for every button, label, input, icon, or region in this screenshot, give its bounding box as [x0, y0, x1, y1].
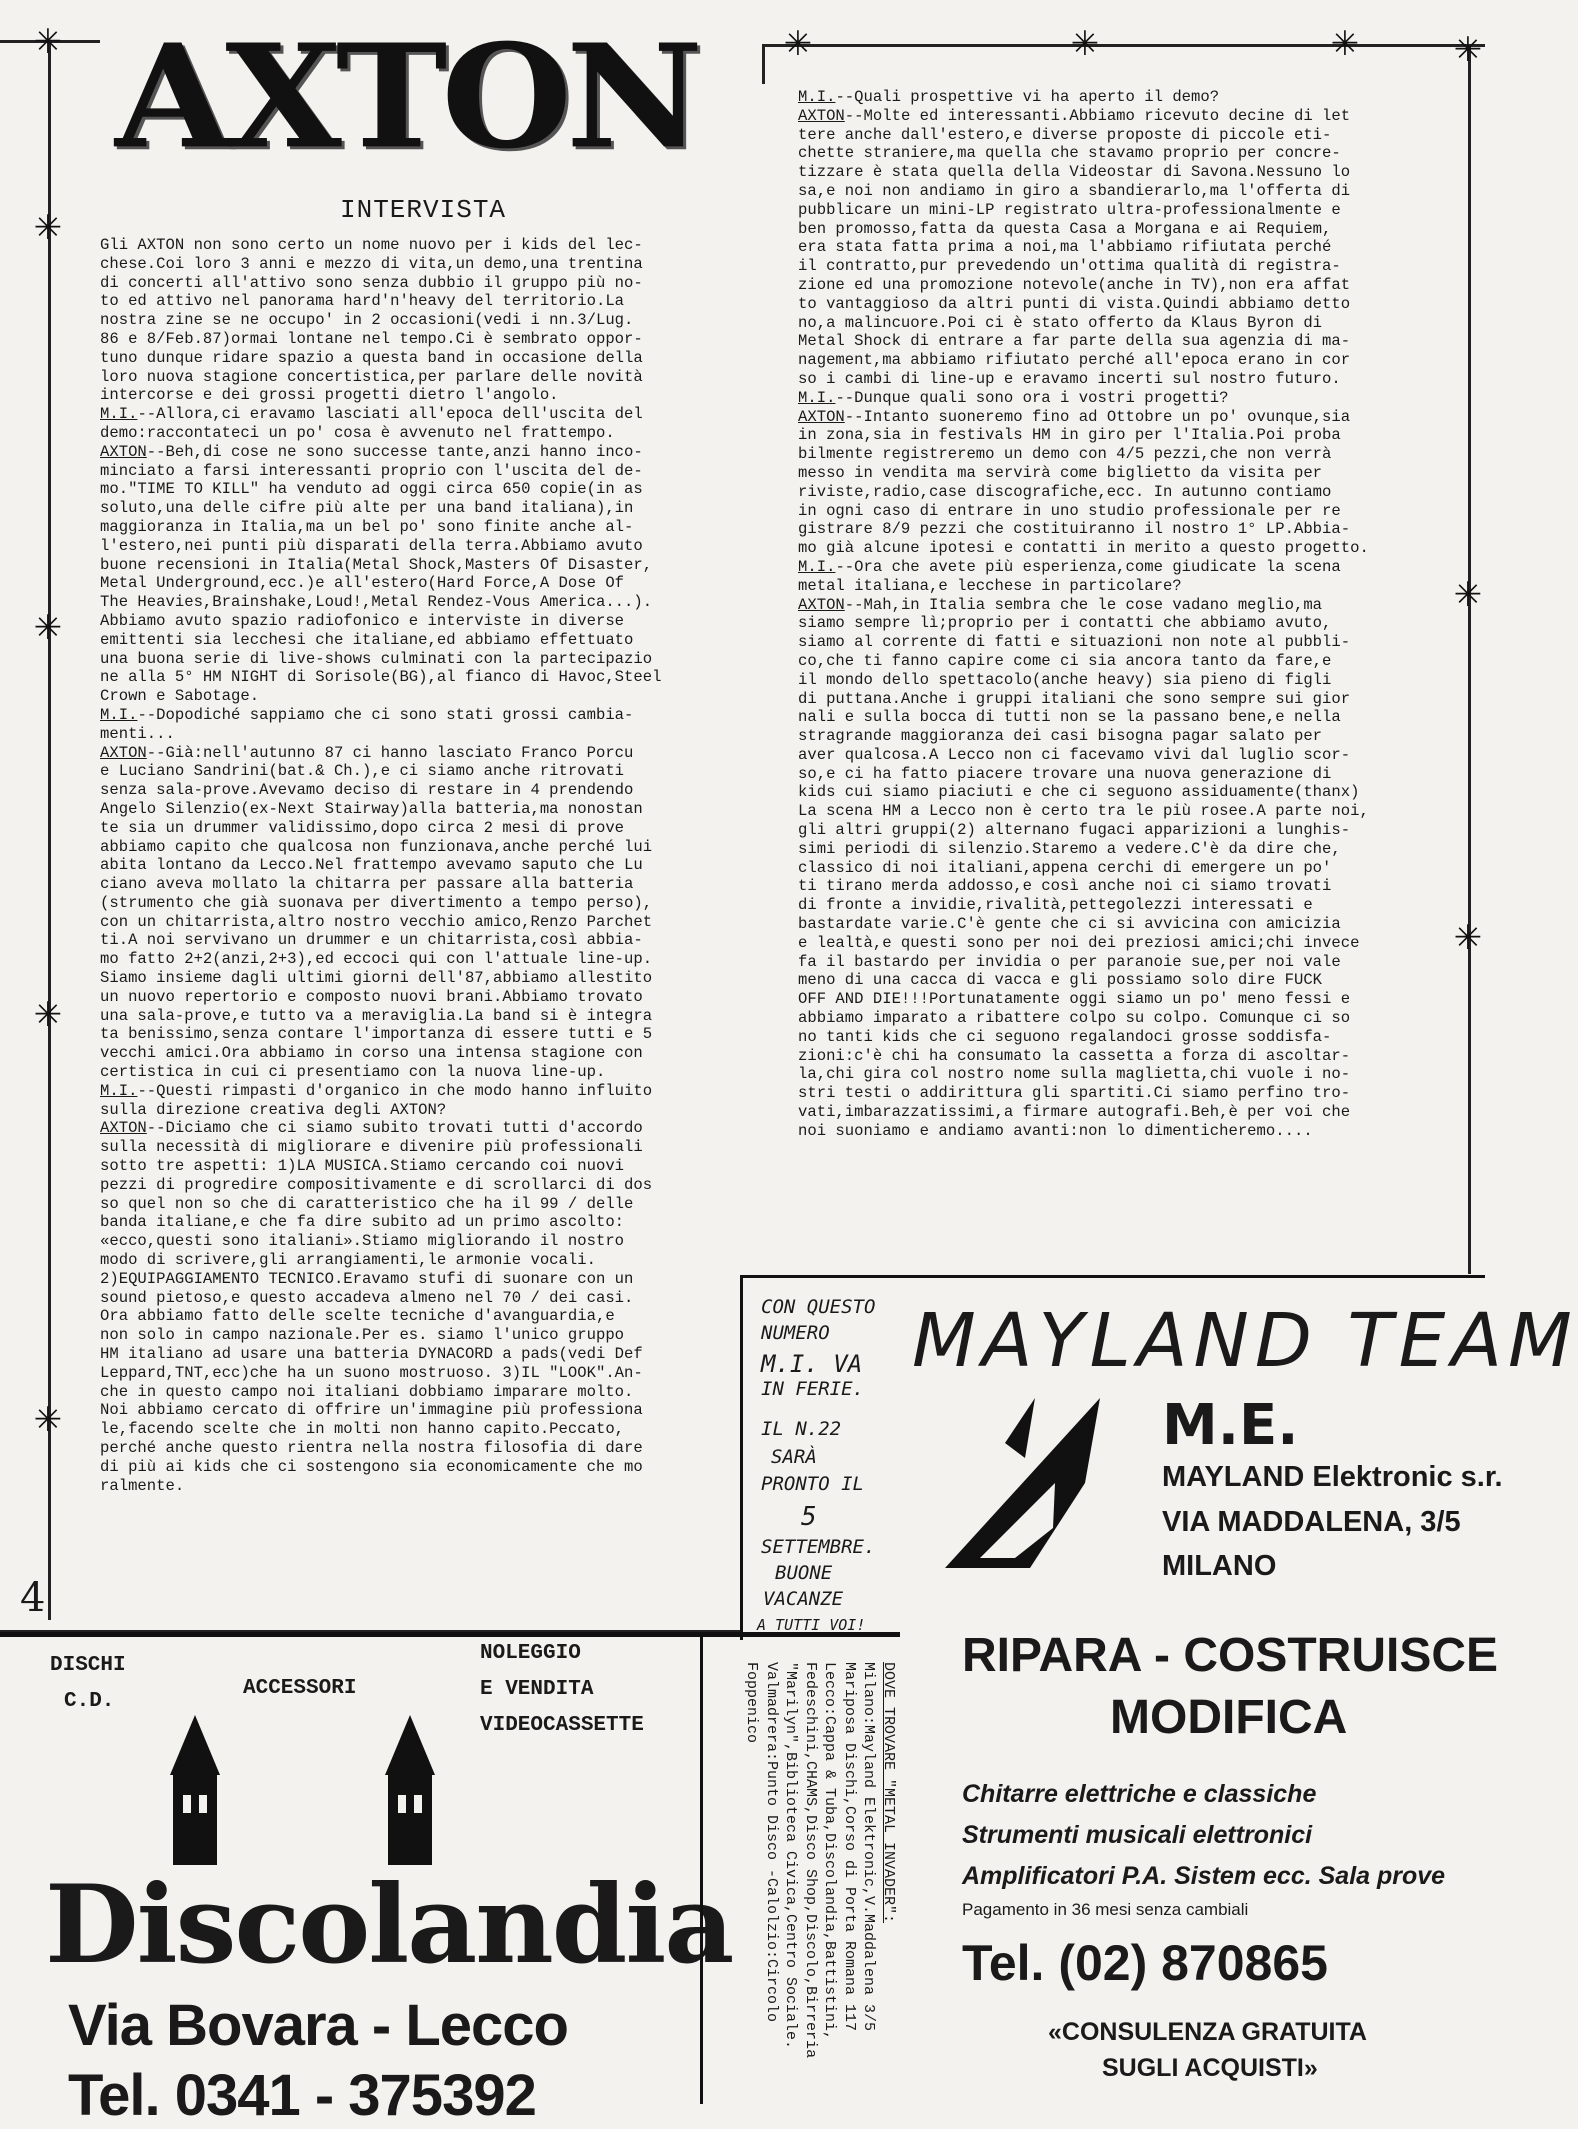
consulting-line: «CONSULENZA GRATUITA	[1048, 2018, 1367, 2046]
where-heading: DOVE TROVARE "METAL INVADER":	[880, 1662, 897, 1924]
castle-towers-icon	[70, 1715, 630, 1865]
interview-paragraph	[100, 443, 725, 706]
discolandia-phone: Tel. 0341 - 375392	[68, 2063, 536, 2128]
barb-icon: ✳	[1453, 30, 1483, 70]
discolandia-address: Via Bovara - Lecco	[68, 1993, 568, 2058]
axton-logo: AXTON	[115, 13, 698, 181]
paragraph-text: --Molte ed interessanti.Abbiamo ricevuto decine di let tere anche dall'estero,e diverse proposte di piccole eti- chette straniere,ma quella che stavamo proprio per concre- tizzare è stata quella della Videostar di Savona.Nessuno lo sa,e noi non andiamo in giro a sbandierarlo,ma l'offerta di pubblicare un mini-LP registrato ultra-professionalmente e ben promosso,fatta da questa Casa a Morgana e ai Requiem, era stata fatta prima a noi,ma l'abbiamo rifiutata perché il contratto,pur prevedendo un'ottima qualità di registra- zione ed una promozione notevole(anche in TV),non era affat to vantaggioso da altri punti di vista.Quindi abbiamo detto no,a malincuore.Poi ci è stato offerto da Klaus Byron di Metal Shock di entrare a far parte della sua agenzia di ma- nagement,ma abbiamo rifiutato perché all'epoca erano in cor so i cambi di line-up e eravamo incerti sul nostro futuro.	[798, 106, 1351, 388]
barbed-wire-left	[48, 40, 51, 1620]
mayland-logo-icon	[935, 1388, 1105, 1573]
barbed-wire-middle	[762, 44, 765, 84]
paragraph-text: --Ora che avete più esperienza,come giudicate la scena metal italiana,e lecchese in particolare?	[798, 557, 1341, 595]
where-locations: Milano:Mayland Elektronic,V.Maddalena 3/5 Mariposa Dischi,Corso di Porta Romana 117 Lecco:Cappa & Tuba,Discolandia,Battistini, Fedeschini,CHAMS,Disco Shop,Discolo,Birreria "Marilyn",Biblioteca Civica,Centro Sociale. Valmadrera:Punto Disco -Calolzio:Circolo Foppenico	[743, 1662, 878, 2059]
consulting-line: SUGLI ACQUISTI»	[1102, 2054, 1318, 2082]
barbed-wire-top-right	[762, 44, 1485, 47]
paragraph-text: --Questi rimpasti d'organico in che modo hanno influito sulla direzione creativa degli AXTON?	[100, 1081, 653, 1119]
interview-paragraph	[798, 558, 1448, 596]
speaker-label: AXTON	[100, 1119, 147, 1138]
paragraph-text: --Allora,ci eravamo lasciati all'epoca dell'uscita del demo:raccontateci un po' cosa è avvenuto nel frattempo.	[100, 405, 643, 442]
note-line: IN FERIE.	[761, 1378, 864, 1400]
mayland-phone: Tel. (02) 870865	[962, 1935, 1328, 1991]
service-line: Amplificatori P.A. Sistem ecc. Sala prove	[962, 1862, 1446, 1890]
barb-icon: ✳	[1330, 24, 1360, 64]
paragraph-text: Gli AXTON non sono certo un nome nuovo per i kids del lec- chese.Coi loro 3 anni e mezzo di vita,un demo,una trentina di concerti all'attivo sono senza dubbio il gruppo più no- to ed attivo nel panorama hard'n'heavy del territorio.La nostra zine se ne occupo' in 2 occasioni(vedi i nn.3/Lug. 86 e 8/Feb.87)ormai lontane nel tempo.Ci è sembrato oppor- tuno dunque ridare spazio a questa band in occasione della loro nuova stagione concertistica,per parlare delle novità intercorse e dei grossi progetti dietro l'angolo.	[100, 236, 643, 405]
note-line: M.I. VA	[761, 1350, 863, 1378]
disco-label: E VENDITA	[480, 1678, 594, 1701]
barb-icon: ✳	[33, 22, 63, 62]
paragraph-text: --Mah,in Italia sembra che le cose vadano meglio,ma siamo sempre lì;proprio per i contatti che abbiamo avuto, siamo al corrente di fatti e situazioni non note al pubbli- co,che ti fanno capire come ci sia ancora tanto da fare,e il mondo dello spettacolo(anche heavy) sia pieno di figli di puttana.Anche i gruppi italiani che sono sempre sui gior nali e sulla bocca di tutti non se la passano bene,e nella stragrande maggioranza dei casi bisogna pagar salato per aver qualcosa.A Lecco non ci facevamo vivi dal luglio scor- so,e ci ha fatto piacere trovare una nuova generazione di kids cui siamo piaciuti e che ci seguono assiduamente(thanx) La scena HM a Lecco non è certo tra le più rosee.A parte noi, gli altri gruppi(2) alternano fugaci apparizioni a lunghis- simi periodi di silenzio.Staremo a vedere.C'è da dire che, classico di noi italiani,appena cerchi di emergere un po' ti tirano merda addosso,e così anche noi ci siamo trovati di fronte a invidie,rivalità,pettegolezzi interessati e bastardate varie.C'è gente che ci si avvicina con amicizia e lealtà,e questi sono per noi dei preziosi amici;chi invece fa il bastardo per invidia o per paranoie sue,per noi vale meno di una cacca di vacca e gli possiamo solo dire FUCK OFF AND DIE!!!Portunatamente oggi siamo un po' meno fessi e abbiamo imparato a ribattere colpo su colpo. Comunque ci so no tanti kids che ci seguono regalandoci grosse soddisfa- zioni:c'è chi ha consumato la cassetta a forza di ascoltar- la,chi gira col nostro nome sulla maglietta,chi vuole i no- stri testi o addirittura gli spartiti.Ci siamo perfino tro- vati,imbarazzatissimi,a firmare autografi.Beh,è per voi che noi suoniamo e andiamo avanti:non lo dimenticheremo....	[798, 595, 1369, 1140]
interview-paragraph	[100, 706, 725, 744]
barb-icon: ✳	[33, 608, 63, 648]
disco-label: C.D.	[64, 1690, 115, 1713]
note-line: SETTEMBRE.	[761, 1536, 876, 1558]
speaker-label: M.I.	[798, 88, 836, 106]
where-to-find-list	[742, 1662, 898, 2102]
interview-paragraph	[100, 405, 725, 443]
speaker-label: AXTON	[798, 407, 845, 426]
paragraph-text: --Quali prospettive vi ha aperto il demo?	[835, 88, 1220, 106]
interview-right-column	[798, 88, 1448, 1141]
interview-paragraph	[798, 408, 1448, 558]
note-line: PRONTO IL	[761, 1473, 864, 1495]
interview-paragraph	[100, 744, 725, 1082]
speaker-label: AXTON	[100, 442, 147, 461]
service-line: Strumenti musicali elettronici	[962, 1821, 1313, 1849]
note-line: IL N.22	[761, 1418, 842, 1440]
interview-paragraph	[100, 236, 725, 405]
headline-repair: RIPARA - COSTRUISCE	[962, 1629, 1499, 1682]
note-line: 5	[801, 1502, 817, 1532]
mayland-advert	[900, 1275, 1578, 2104]
interview-paragraph	[100, 1119, 725, 1495]
page-number: 4	[20, 1575, 46, 1621]
note-line: CON QUESTO	[761, 1296, 876, 1318]
barb-icon: ✳	[33, 208, 63, 248]
interview-paragraph	[798, 88, 1448, 107]
mayland-address: VIA MADDALENA, 3/5	[1162, 1506, 1461, 1538]
mayland-company: MAYLAND Elektronic s.r.	[1162, 1461, 1503, 1493]
barb-icon: ✳	[33, 1400, 63, 1440]
note-line: VACANZE	[763, 1588, 844, 1610]
interview-paragraph	[798, 596, 1448, 1141]
speaker-label: M.I.	[798, 557, 836, 576]
interview-left-column	[100, 236, 725, 1495]
paragraph-text: --Intanto suoneremo fino ad Ottobre un po' ovunque,sia in zona,sia in festivals HM in giro per l'Italia.Poi proba bilmente registreremo un demo con 4/5 pezzi,che non verrà messo in vendita ma servirà come biglietto da visita per riviste,radio,case discografiche,ecc. In autunno contiamo in ogni caso di entrare in uno studio professionale per re gistrare 8/9 pezzi che costituiranno il nostro 1° LP.Abbia- mo già alcune ipotesi e contatti in merito a questo progetto.	[798, 407, 1369, 558]
speaker-label: M.I.	[100, 1081, 138, 1100]
barb-icon: ✳	[783, 24, 813, 64]
mayland-title: MAYLAND TEAM	[912, 1298, 1578, 1384]
discolandia-logo: Discolandia	[45, 1862, 733, 1988]
me-label: M.E.	[1162, 1393, 1299, 1458]
disco-label: VIDEOCASSETTE	[480, 1714, 644, 1737]
interview-paragraph	[798, 389, 1448, 408]
payment-terms: Pagamento in 36 mesi senza cambiali	[962, 1900, 1249, 1919]
barb-icon: ✳	[1453, 918, 1483, 958]
speaker-label: AXTON	[798, 595, 845, 614]
holiday-note	[740, 1275, 900, 1640]
disco-label: ACCESSORI	[243, 1677, 357, 1700]
interview-title: INTERVISTA	[340, 195, 507, 225]
paragraph-text: --Già:nell'autunno 87 ci hanno lasciato Franco Porcu e Luciano Sandrini(bat.& Ch.),e ci siamo anche ritrovati senza sala-prove.Avevamo deciso di restare in 4 prendendo Angelo Silenzio(ex-Next Stairway)alla batteria,ma nonostan te sia un drummer validissimo,dopo circa 2 mesi di prove abbiamo capito che qualcosa non funzionava,anche perché lui abita lontano da Lecco.Nel frattempo avevamo saputo che Lu ciano aveva mollato la chitarra per passare alla batteria (strumento che già suonava per divertimento a tempo perso), con un chitarrista,altro nostro vecchio amico,Renzo Parchet ti.A noi servivano un drummer e un chitarrista,così abbia- mo fatto 2+2(anzi,2+3),ed eccoci qui con l'attuale line-up. Siamo insieme dagli ultimi giorni dell'87,abbiamo allestito un nuovo repertorio e composto nuovi brani.Abbiamo trovato una sala-prove,e tutto va a meraviglia.La band si è integra ta benissimo,senza contare l'importanza di essere tutti e 5 vecchi amici.Ora abbiamo in corso una intensa stagione con certistica in cui ci presentiamo con la nuova line-up.	[100, 743, 653, 1082]
speaker-label: M.I.	[798, 388, 836, 407]
paragraph-text: --Dunque quali sono ora i vostri progetti?	[835, 388, 1229, 407]
note-line: A TUTTI VOI!	[757, 1616, 866, 1634]
disco-label: NOLEGGIO	[480, 1642, 581, 1665]
paragraph-text: --Dopodiché sappiamo che ci sono stati grossi cambia- menti...	[100, 705, 634, 743]
service-line: Chitarre elettriche e classiche	[962, 1780, 1317, 1808]
discolandia-advert	[0, 1632, 733, 2128]
headline-modify: MODIFICA	[1110, 1691, 1348, 1744]
where-to-find-box	[700, 1632, 900, 2104]
speaker-label: AXTON	[798, 106, 845, 125]
speaker-label: M.I.	[100, 405, 138, 424]
speaker-label: AXTON	[100, 743, 147, 762]
mayland-city: MILANO	[1162, 1550, 1277, 1582]
barb-icon: ✳	[1453, 575, 1483, 615]
paragraph-text: --Diciamo che ci siamo subito trovati tutti d'accordo sulla necessità di migliorare e divenire più professionali sotto tre aspetti: 1)LA MUSICA.Stiamo cercando coi nuovi pezzi di progredire compositivamente e di scrollarci di dos so quel non so che di caratteristico che ha il 99 / delle banda italiane,e che fa dire subito ad un primo ascolto: «ecco,questi sono italiani».Stiamo migliorando il nostro modo di scrivere,gli arrangiamenti,le armonie vocali. 2)EQUIPAGGIAMENTO TECNICO.Eravamo stufi di suonare con un sound pietoso,e questo accadeva almeno nel 70 / dei casi. Ora abbiamo fatto delle scelte tecniche d'avanguardia,e non solo in campo nazionale.Per es. siamo l'unico gruppo HM italiano ad usare una batteria DYNACORD a pads(vedi Def Leppard,TNT,ecc)che ha un suono mostruoso. 3)IL "LOOK".An- che in questo campo noi italiani dobbiamo imparare molto. Noi abbiamo cercato di offrire un'immagine più professiona le,facendo scelte che in molti non hanno capito.Peccato, perché anche questo rientra nella nostra filosofia di dare di più ai kids che ci sostengono sia economicamente che mo ralmente.	[100, 1119, 653, 1495]
speaker-label: M.I.	[100, 705, 138, 724]
disco-label: DISCHI	[50, 1654, 126, 1677]
interview-paragraph	[100, 1082, 725, 1120]
barb-icon: ✳	[1070, 24, 1100, 64]
interview-paragraph	[798, 107, 1448, 389]
note-line: BUONE	[775, 1562, 833, 1584]
barb-icon: ✳	[33, 995, 63, 1035]
paragraph-text: --Beh,di cose ne sono successe tante,anzi hanno inco- minciato a farsi interessanti proprio con l'uscita del de- mo."TIME TO KILL" ha venduto ad oggi circa 650 copie(in as soluto,una delle cifre più alte per una band italiana),in maggioranza in Italia,ma un bel po' sono finite anche al- l'estero,nei punti più disparati della terra.Abbiamo avuto buone recensioni in Italia(Metal Shock,Masters Of Disaster, Metal Underground,ecc.)e all'estero(Hard Force,A Dose Of The Heavies,Brainshake,Loud!,Metal Rendez-Vous America...). Abbiamo avuto spazio radiofonico e interviste in diverse emittenti sia lecchesi che italiane,ed abbiamo effettuato una buona serie di live-shows culminati con la partecipazio ne alla 5° HM NIGHT di Sorisole(BG),al fianco di Havoc,Steel Crown e Sabotage.	[100, 442, 662, 706]
note-line: SARÀ	[771, 1446, 817, 1468]
note-line: NUMERO	[761, 1322, 830, 1344]
barbed-wire-right	[1468, 44, 1471, 1274]
